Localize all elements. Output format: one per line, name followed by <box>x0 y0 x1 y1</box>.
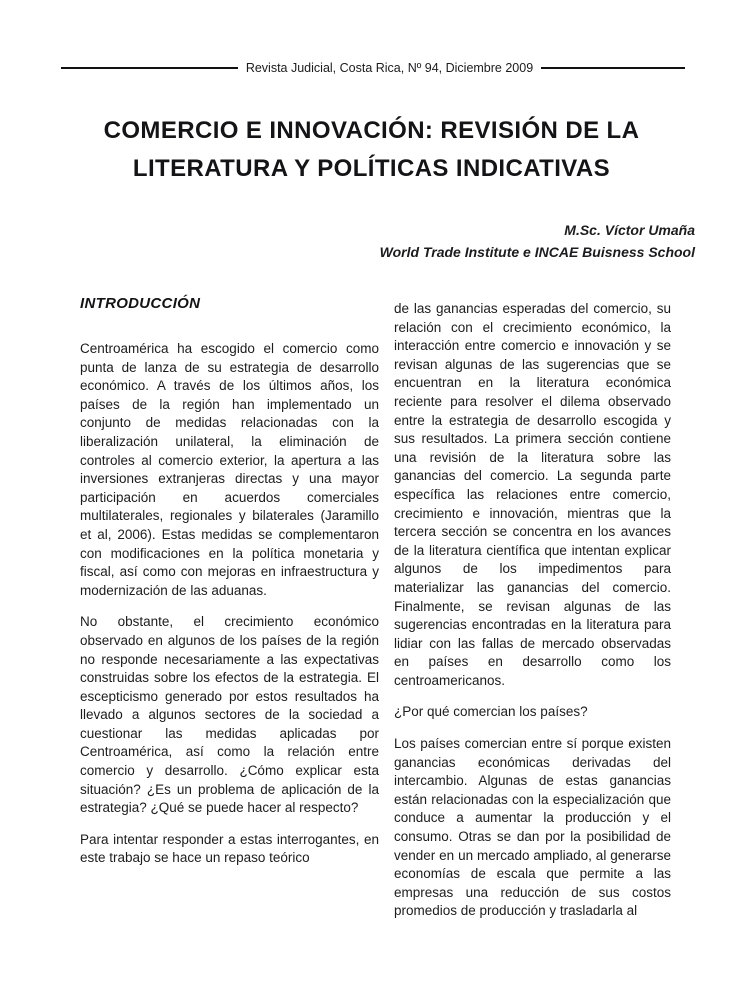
left-paragraph-3: Para intentar responder a estas interrogantes, en este trabajo se hace un repaso teórico <box>80 831 379 866</box>
author-name: M.Sc. Víctor Umaña <box>564 222 695 238</box>
article-title-line-1: COMERCIO E INNOVACIÓN: REVISIÓN DE LA <box>103 117 640 144</box>
left-paragraph-1: Centroamérica ha escogido el comercio como punta de lanza de su estrategia de desarrollo económico. A través de los últimos años, los países de la región han implementado un conjunto de medidas relacionadas con la liberalización unilateral, la eliminación de controles al comercio exterior, la apertura a las inversiones extranjeras directas y una mayor participación en acuerdos comerciales multilaterales, regionales y bilaterales (Jaramillo et al, 2006). Estas medidas se complementaron con modificaciones en la política monetaria y fiscal, así como con mejoras en infraestructura y modernización de las aduanas. <box>80 341 379 598</box>
section-heading-introduccion: INTRODUCCIÓN <box>80 295 201 312</box>
left-column <box>80 294 379 934</box>
journal-header-text: Revista Judicial, Costa Rica, Nº 94, Diciembre 2009 <box>245 61 534 75</box>
left-paragraph-2: No obstante, el crecimiento económico observado en algunos de los países de la región no responde necesariamente a las expectativas construidas sobre los efectos de la estrategia. El escepticismo generado por estos resultados ha llevado a algunos sectores de la sociedad a cuestionar las medidas aplicadas por Centroamérica, así como la relación entre comercio y desarrollo. ¿Cómo explicar esta situación? ¿Es un problema de aplicación de la estrategia? ¿Qué se puede hacer al respecto? <box>80 614 379 816</box>
header-rule-right <box>541 67 685 69</box>
author-block <box>380 219 695 263</box>
header-rule-left <box>61 67 238 69</box>
body-columns <box>80 294 671 934</box>
right-paragraph-continuation: de las ganancias esperadas del comercio, su relación con el crecimiento económico, la interacción entre comercio e innovación y se revisan algunas de las sugerencias que se encuentran en la literatura económica reciente para resolver el dilema observado entre la estrategia de desarrollo escogida y sus resultados. La primera sección contiene una revisión de la literatura sobre las ganancias del comercio. La segunda parte específica las relaciones entre comercio, crecimiento e innovación, mientras que la tercera sección se concentra en los avances de la literatura científica que intentan explicar algunos de los impedimentos para materializar las ganancias del comercio. Finalmente, se revisan algunas de las sugerencias encontradas en la literatura para lidiar con las fallas de mercado observadas en países en desarrollo como los centroamericanos. <box>394 301 671 688</box>
journal-running-head <box>57 60 689 76</box>
article-title <box>0 112 743 188</box>
right-question-line: ¿Por qué comercian los países? <box>394 704 588 720</box>
right-column <box>394 294 671 934</box>
author-affiliation: World Trade Institute e INCAE Buisness School <box>379 244 695 260</box>
article-title-line-2: LITERATURA Y POLÍTICAS INDICATIVAS <box>132 155 611 182</box>
right-closing-paragraph: Los países comercian entre sí porque existen ganancias económicas derivadas del intercambio. Algunas de estas ganancias están relacionadas con la especialización que conduce a aumentar la producción y el consumo. Otras se dan por la posibilidad de vender en un mercado ampliado, al generarse economías de escala que permite a las empresas una reducción de sus costos promedios de producción y trasladarla al <box>394 736 671 919</box>
